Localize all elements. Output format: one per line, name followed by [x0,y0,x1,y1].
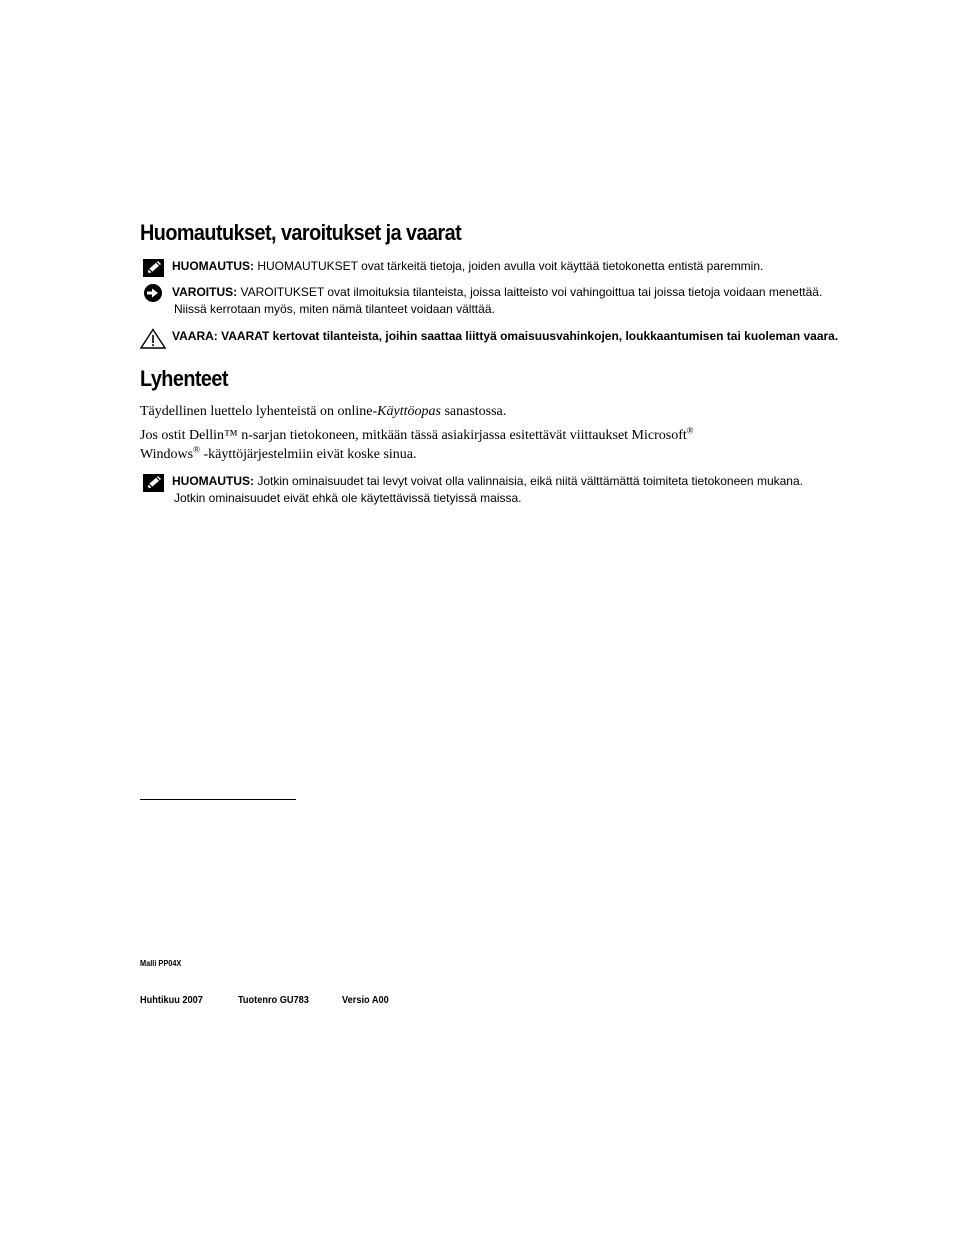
note-label: HUOMAUTUS: [172,474,254,488]
danger-text: VAARAT kertovat tilanteista, joihin saattaa liittyä omaisuusvahinkojen, loukkaantumisen tai kuoleman vaara. [221,329,839,343]
danger-label: VAARA: [172,329,218,343]
note-pencil-icon [140,258,166,280]
document-version: Versio A00 [342,995,389,1006]
paragraph-text: Jos ostit Dellin™ n-sarjan tietokoneen, mitkään tässä asiakirjassa esitettävät viittaukset Microsoft [140,428,687,443]
warning-text: VAROITUKSET ovat ilmoituksia tilanteista, joissa laitteisto voi vahingoittua tai joissa tietoja voidaan menettää. [240,285,823,299]
warning-arrow-icon [140,284,166,306]
part-number: Tuotenro GU783 [238,995,309,1006]
note-text: HUOMAUTUKSET ovat tärkeitä tietoja, joiden avulla voit käyttää tietokonetta entistä paremmin. [257,259,764,273]
user-guide-title: Käyttöopas [377,404,441,419]
danger-triangle-icon [140,328,166,350]
note-pencil-icon [140,473,166,495]
registered-mark: ® [193,444,200,455]
registered-mark: ® [686,425,694,436]
warning-text-continued: Niissä kerrotaan myös, miten nämä tilanteet voidaan välttää. [174,302,495,316]
note-label: HUOMAUTUS: [172,259,254,273]
note-text-continued: Jotkin ominaisuudet eivät ehkä ole käytettävissä tietyissä maissa. [174,491,522,505]
model-number: Malli PP04X [140,959,182,968]
section-title-abbreviations: Lyhenteet [140,366,228,391]
paragraph-text: -käyttöjärjestelmiin eivät koske sinua. [199,447,417,462]
paragraph-text: sanastossa. [440,404,507,419]
publication-date: Huhtikuu 2007 [140,995,203,1006]
warning-label: VAROITUS: [172,285,238,299]
note-text: Jotkin ominaisuudet tai levyt voivat olla valinnaisia, eikä niitä välttämättä toimiteta tietokoneen mukana. [257,474,803,488]
paragraph-text: Täydellinen luettelo lyhenteistä on online- [140,404,378,419]
footnote-divider [140,799,296,800]
abbreviations-paragraph [140,402,780,421]
paragraph-text: Windows [140,447,194,462]
n-series-paragraph [140,426,780,464]
section-title-notices: Huomautukset, varoitukset ja vaarat [140,220,462,245]
